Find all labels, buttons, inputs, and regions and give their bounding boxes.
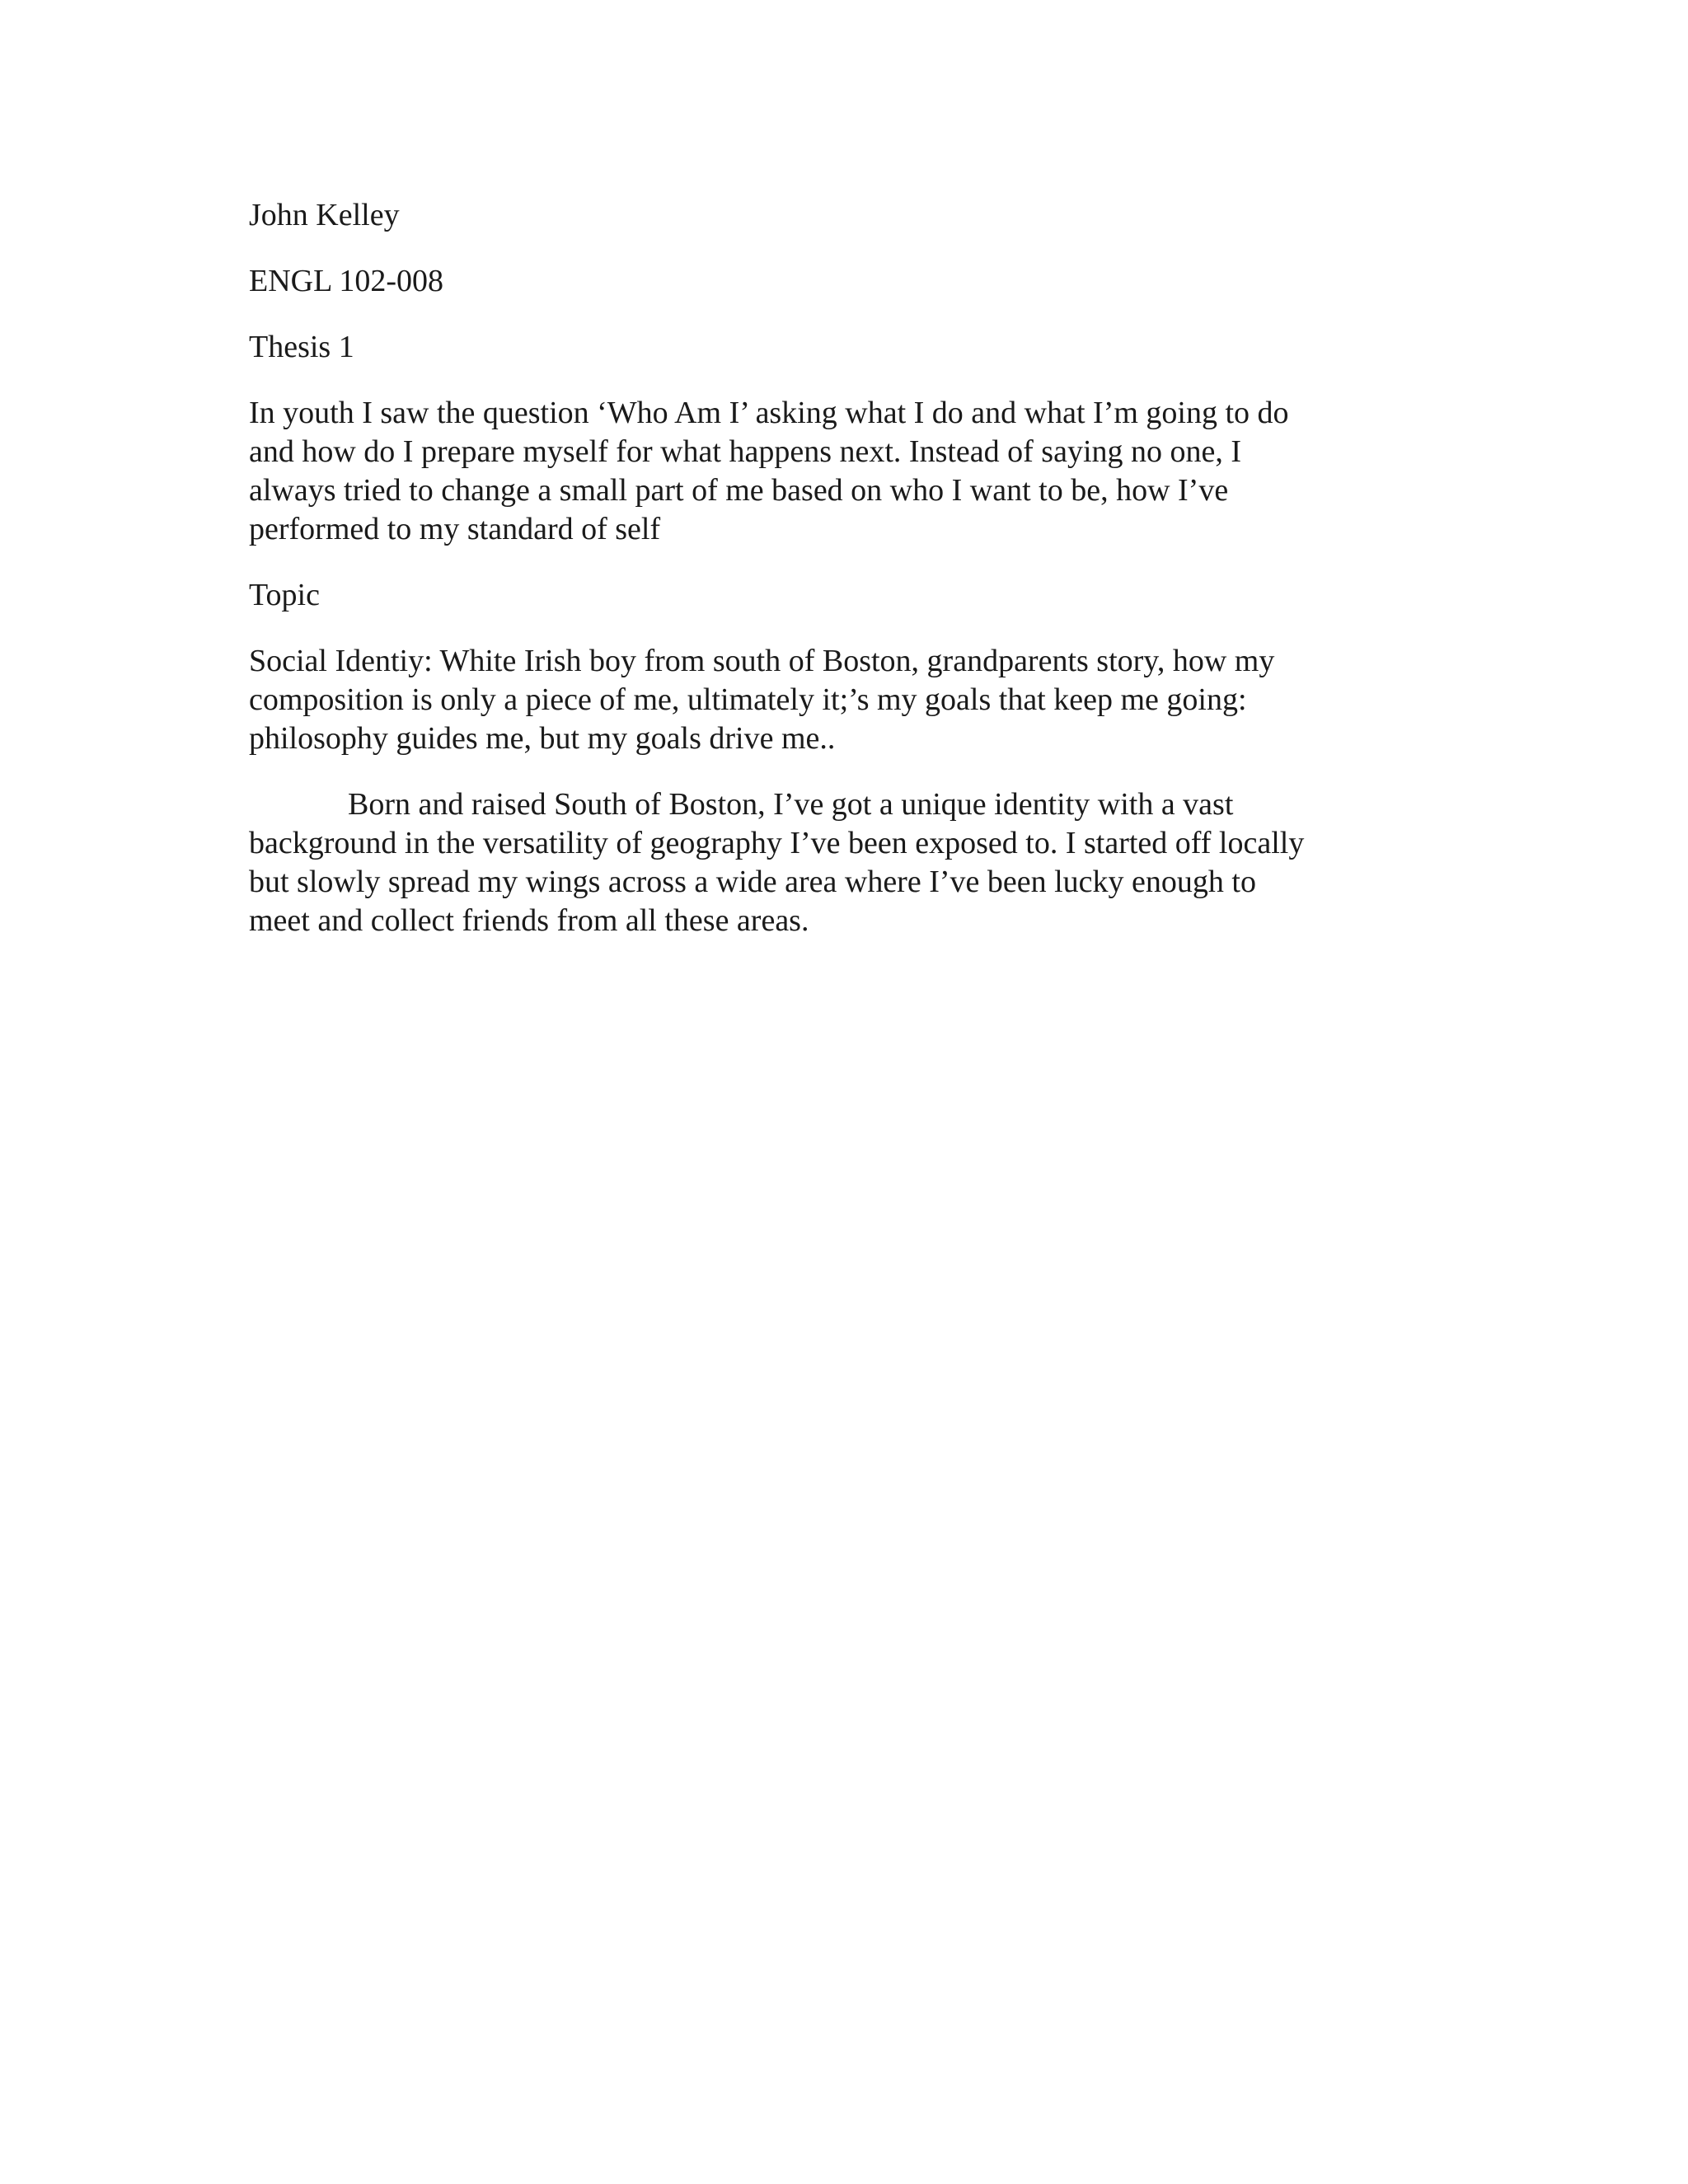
body-line: meet and collect friends from all these areas. [249, 903, 809, 938]
author-name: John Kelley [249, 198, 400, 232]
thesis-line: In youth I saw the question ‘Who Am I’ asking what I do and what I’m going to do [249, 396, 1289, 430]
document-body [249, 196, 1436, 968]
body-line: background in the versatility of geography I’ve been exposed to. I started off locally [249, 826, 1305, 860]
topic-line: philosophy guides me, but my goals drive me.. [249, 721, 836, 756]
topic-paragraph [249, 642, 1436, 758]
thesis-line: and how do I prepare myself for what happens next. Instead of saying no one, I [249, 434, 1242, 469]
thesis-line: performed to my standard of self [249, 512, 661, 546]
body-paragraph [249, 785, 1436, 940]
body-line: but slowly spread my wings across a wide area where I’ve been lucky enough to [249, 865, 1256, 899]
body-line-first [249, 785, 1436, 824]
body-line: Born and raised South of Boston, I’ve got a unique identity with a vast [348, 787, 1234, 822]
assignment-title: Thesis 1 [249, 330, 354, 364]
thesis-line: always tried to change a small part of me based on who I want to be, how I’ve [249, 473, 1229, 508]
topic-line: Social Identiy: White Irish boy from south of Boston, grandparents story, how my [249, 644, 1275, 678]
topic-line: composition is only a piece of me, ultimately it;’s my goals that keep me going: [249, 682, 1247, 717]
topic-heading: Topic [249, 578, 320, 612]
course-code: ENGL 102-008 [249, 264, 444, 298]
thesis-paragraph [249, 394, 1436, 549]
